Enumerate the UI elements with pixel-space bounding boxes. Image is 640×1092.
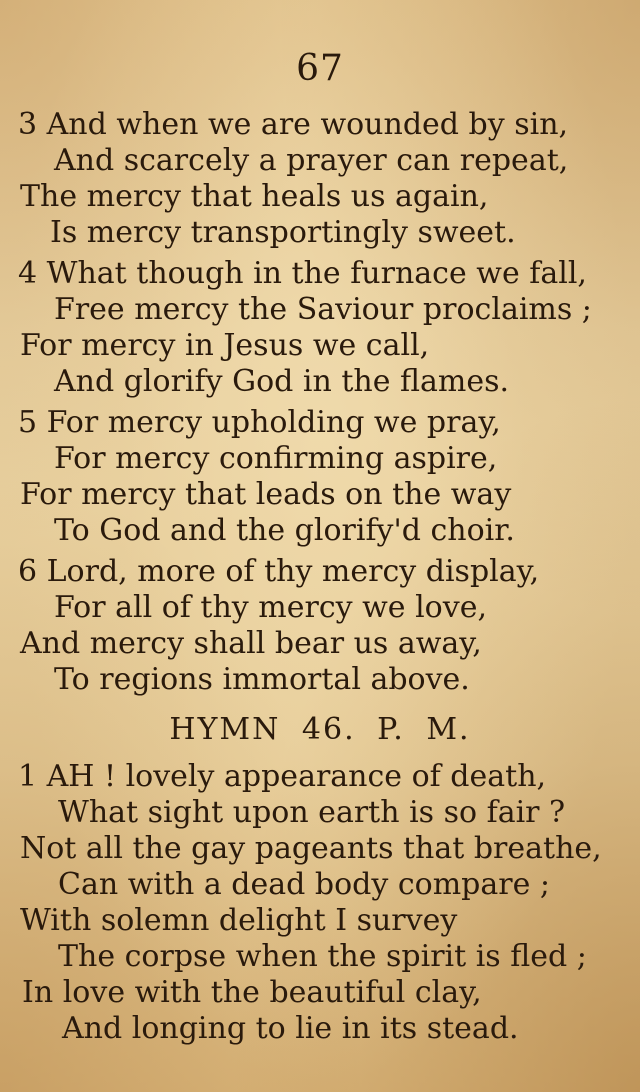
stanza-line: And glorify God in the flames. — [54, 364, 510, 399]
stanza-line: 4 What though in the furnace we fall, — [18, 256, 587, 291]
stanza-line: The corpse when the spirit is fled ; — [58, 939, 587, 974]
stanza-line: And longing to lie in its stead. — [62, 1011, 519, 1046]
stanza-line: And mercy shall bear us away, — [20, 626, 482, 661]
stanza-line: For all of thy mercy we love, — [54, 590, 487, 625]
stanza-line: For mercy in Jesus we call, — [20, 328, 430, 363]
page-number: 67 — [296, 48, 344, 89]
stanza-line: 5 For mercy upholding we pray, — [18, 405, 501, 440]
stanza-line: 6 Lord, more of thy mercy display, — [18, 554, 540, 589]
stanza-line: To regions immortal above. — [54, 662, 470, 697]
stanza-line: And scarcely a prayer can repeat, — [54, 143, 569, 178]
stanza-line: 3 And when we are wounded by sin, — [18, 107, 569, 142]
stanza-line: Is mercy transportingly sweet. — [50, 215, 516, 250]
stanza-line: For mercy that leads on the way — [20, 477, 512, 512]
stanza-line: Not all the gay pageants that breathe, — [20, 831, 602, 866]
hymn-title: HYMN 46. P. M. — [169, 712, 471, 747]
stanza-line: What sight upon earth is so fair ? — [58, 795, 566, 830]
stanza-line: For mercy confirming aspire, — [54, 441, 498, 476]
stanza-line: In love with the beautiful clay, — [22, 975, 482, 1010]
stanza-line: 1 AH ! lovely appearance of death, — [18, 759, 547, 794]
stanza-line: Free mercy the Saviour proclaims ; — [54, 292, 592, 327]
stanza-line: The mercy that heals us again, — [20, 179, 489, 214]
stanza-line: With solemn delight I survey — [20, 903, 458, 938]
stanza-line: To God and the glorify'd choir. — [54, 513, 515, 548]
stanza-line: Can with a dead body compare ; — [58, 867, 550, 902]
